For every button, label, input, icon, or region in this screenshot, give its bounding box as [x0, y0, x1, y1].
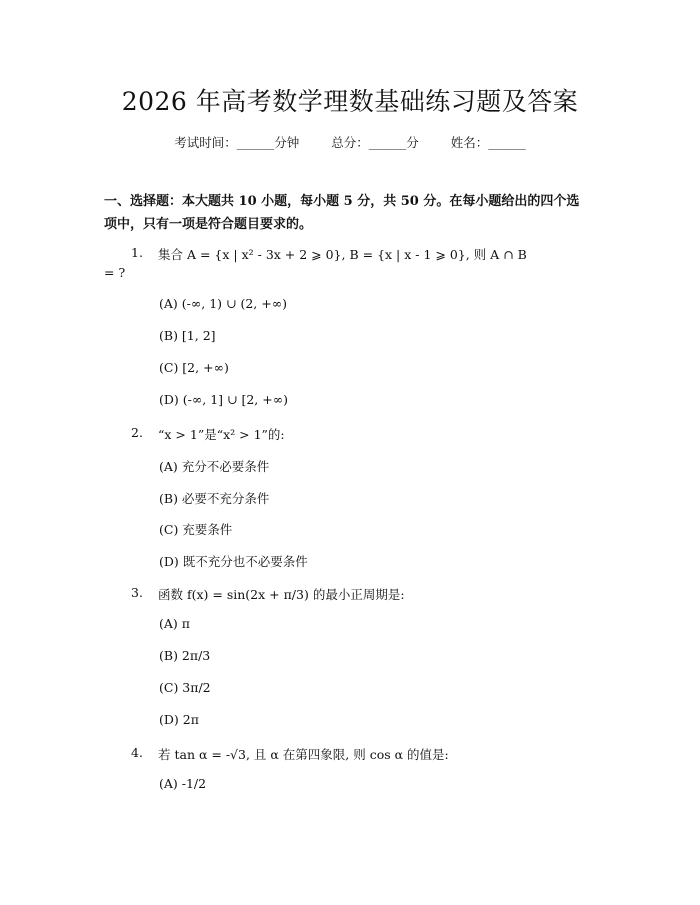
- student-name-field: 姓名：______: [450, 135, 526, 150]
- question-text: 函数 f(x) = sin(2x + π/3) 的最小正周期是:: [158, 587, 405, 602]
- section-heading: [104, 190, 604, 236]
- option-b: (B) [1, 2]: [159, 328, 216, 343]
- question-number: 3.: [131, 585, 143, 600]
- option-a: (A) -1/2: [159, 776, 207, 791]
- option-d: (D) (-∞, 1] ∪ [2, +∞): [159, 392, 288, 407]
- question-text: 若 tan α = -√3, 且 α 在第四象限, 则 cos α 的值是:: [158, 747, 449, 762]
- option-d: (D) 既不充分也不必要条件: [159, 554, 308, 569]
- question-number: 1.: [131, 245, 143, 260]
- question-text-continued: = ?: [104, 265, 126, 280]
- option-d: (D) 2π: [159, 712, 199, 727]
- option-c: (C) 3π/2: [159, 680, 211, 695]
- total-score-field: 总分：______分: [331, 135, 419, 150]
- exam-info-line: [0, 133, 700, 151]
- section-heading-line: 项中，只有一项是符合题目要求的。: [104, 217, 313, 232]
- question-number: 2.: [131, 425, 143, 440]
- question-number: 4.: [131, 745, 143, 760]
- section-heading-line: 一、选择题：本大题共 10 小题，每小题 5 分，共 50 分。在每小题给出的四个选: [104, 194, 580, 209]
- option-a: (A) (-∞, 1) ∪ (2, +∞): [159, 296, 288, 311]
- exam-time-field: 考试时间：______分钟: [174, 135, 300, 150]
- page-title: 2026 年高考数学理数基础练习题及答案: [121, 87, 579, 116]
- question-text: 集合 A = {x | x² - 3x + 2 ⩾ 0}, B = {x | x - 1 ⩾ 0}, 则 A ∩ B: [158, 247, 527, 262]
- option-c: (C) 充要条件: [159, 522, 233, 537]
- option-b: (B) 2π/3: [159, 648, 211, 663]
- option-a: (A) π: [159, 616, 190, 631]
- option-a: (A) 充分不必要条件: [159, 459, 270, 474]
- option-b: (B) 必要不充分条件: [159, 491, 270, 506]
- question-text: “x > 1”是“x² > 1”的:: [158, 427, 285, 442]
- option-c: (C) [2, +∞): [159, 360, 229, 375]
